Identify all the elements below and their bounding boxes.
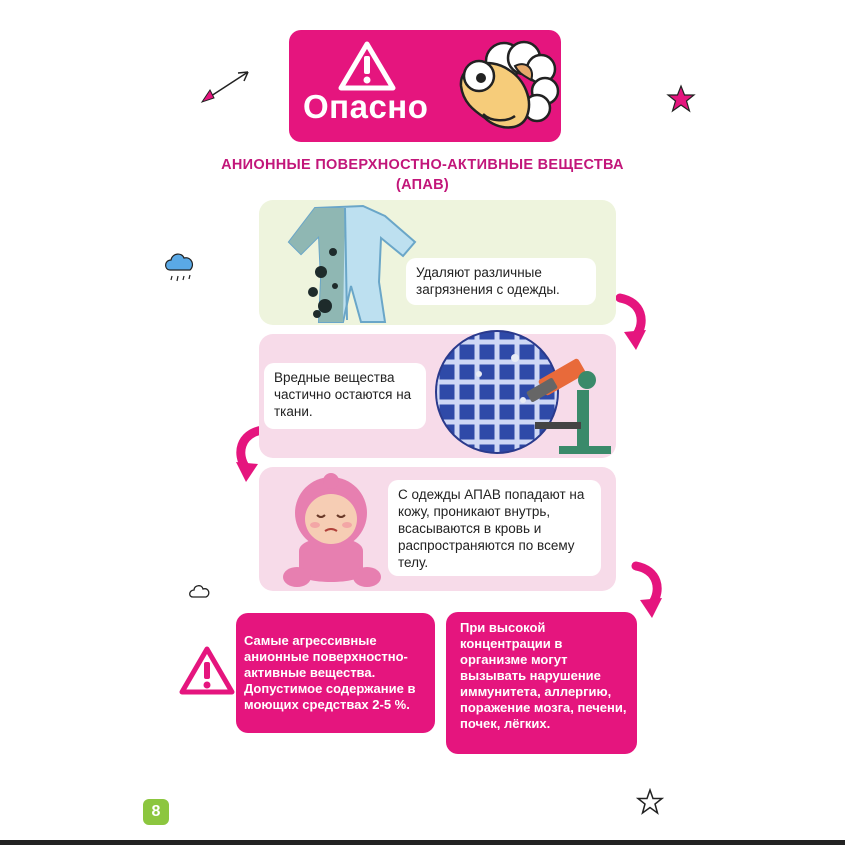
section-title-line-2: (АПАВ)	[395, 177, 450, 193]
step-text-1: Удаляют различные загрязнения с одежды.	[406, 258, 596, 305]
cloud-icon	[162, 248, 198, 288]
section-title-line-1: АНИОННЫЕ ПОВЕРХНОСТНО-АКТИВНЫЕ ВЕЩЕСТВА	[221, 157, 624, 173]
section-title	[200, 155, 645, 195]
page-bottom-border	[0, 840, 845, 845]
star-icon	[666, 84, 696, 114]
star-icon	[636, 788, 664, 816]
microscope-icon	[427, 330, 617, 458]
effects-box: При высокой концентрации в организме могут вызывать нарушение иммунитета, аллергию, поражение мозга, печени, почек, лёгких.	[446, 612, 637, 754]
warning-box: Самые агрессивные анионные поверхностно-активные вещества. Допустимое содержание в моющих средствах 2-5 %.	[236, 613, 435, 733]
step-panel-2	[259, 334, 616, 458]
header-title: Опасно	[303, 88, 429, 125]
step-text-2: Вредные вещества частично остаются на ткани.	[264, 363, 426, 429]
step-text-3: С одежды АПАВ попадают на кожу, проникают внутрь, всасываются в кровь и распространяются по всему телу.	[388, 480, 601, 576]
step-panel-1	[259, 200, 616, 325]
arrow-icon	[628, 560, 676, 624]
cloud-icon	[188, 582, 212, 602]
page-number: 8	[143, 799, 169, 825]
step-panel-3	[259, 467, 616, 591]
warning-icon	[178, 645, 236, 697]
baby-icon	[279, 473, 383, 591]
warning-icon	[337, 40, 397, 92]
arrow-icon	[196, 64, 254, 108]
sheep-icon	[449, 36, 561, 140]
danger-header	[289, 30, 561, 142]
arrow-icon	[612, 292, 660, 356]
bodysuit-icon	[285, 202, 421, 326]
